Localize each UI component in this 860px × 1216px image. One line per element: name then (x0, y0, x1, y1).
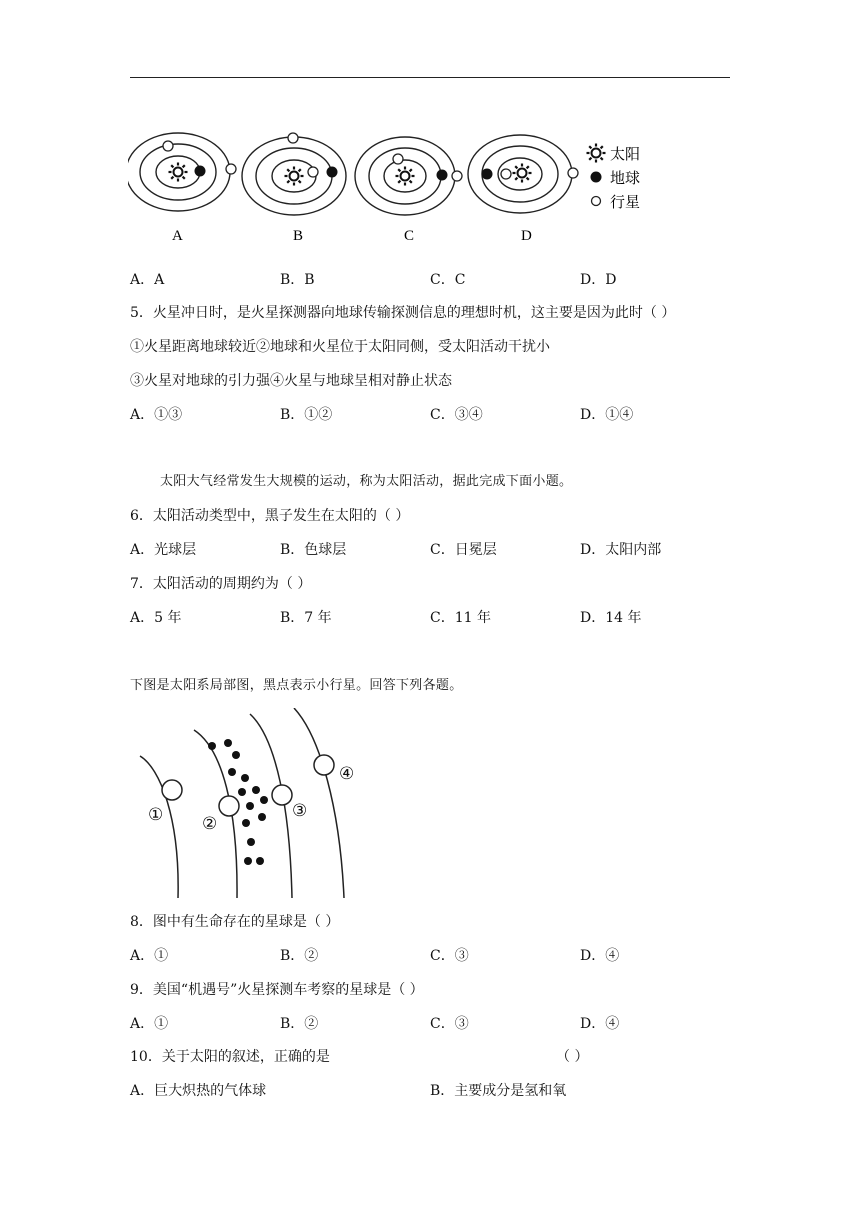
planet-label-1: ① (148, 805, 164, 825)
q10-option-b: B．主要成分是氢和氧 (430, 1083, 567, 1099)
q5-option-a: A．①③ (130, 407, 183, 423)
q10-stem: 10．关于太阳的叙述，正确的是 (130, 1049, 330, 1065)
q6-stem: 6．太阳活动类型中，黑子发生在太阳的（ ） (130, 508, 410, 524)
diagram-d (468, 135, 578, 244)
q8-option-c: C．③ (430, 948, 469, 964)
q5-stem: 5．火星冲日时，是火星探测器向地球传输探测信息的理想时机，这主要是因为此时（ ） (130, 305, 676, 321)
planet-label-4: ④ (339, 764, 355, 784)
q8-option-a: A．① (130, 948, 169, 964)
q9-stem: 9．美国“机遇号”火星探测车考察的星球是（ ） (130, 982, 424, 998)
sun-icon (587, 144, 606, 163)
passage-solar-system-figure: 下图是太阳系局部图，黑点表示小行星。回答下列各题。 (130, 678, 463, 693)
q10-answer-paren: （ ） (556, 1049, 589, 1065)
legend-sun: 太阳 (610, 145, 641, 163)
q9-option-a: A．① (130, 1016, 169, 1032)
q7-stem: 7．太阳活动的周期约为（ ） (130, 576, 312, 592)
q8-option-d: D．④ (580, 948, 620, 964)
q6-option-a: A．光球层 (130, 542, 197, 558)
q10-option-a: A．巨大炽热的气体球 (130, 1083, 267, 1099)
q9-option-c: C．③ (430, 1016, 469, 1032)
q7-option-a: A．5 年 (130, 610, 182, 626)
q7-option-b: B．7 年 (280, 610, 332, 626)
diagram-b (242, 133, 346, 244)
q4-option-d: D．D (580, 272, 617, 288)
q8-option-b: B．② (280, 948, 319, 964)
q7-option-d: D．14 年 (580, 610, 642, 626)
q5-statement-1: ①火星距离地球较近②地球和火星位于太阳同侧，受太阳活动干扰小 (130, 339, 550, 355)
diagram-label-d: D (521, 228, 532, 244)
legend-planet: 行星 (610, 193, 641, 211)
diagram-a (128, 133, 236, 244)
q4-option-c: C．C (430, 272, 466, 288)
q6-option-b: B．色球层 (280, 542, 347, 558)
q4-option-b: B．B (280, 272, 315, 288)
planet-label-2: ② (202, 814, 218, 834)
q9-option-b: B．② (280, 1016, 319, 1032)
earth-icon (591, 172, 602, 183)
orbit-diagram-figure (128, 126, 728, 266)
diagram-c (355, 137, 462, 244)
q5-option-d: D．①④ (580, 407, 634, 423)
legend-earth: 地球 (610, 169, 641, 187)
q8-stem: 8．图中有生命存在的星球是（ ） (130, 914, 340, 930)
q5-option-c: C．③④ (430, 407, 483, 423)
legend (587, 144, 641, 212)
q7-option-c: C．11 年 (430, 610, 491, 626)
q4-option-a: A．A (130, 272, 165, 288)
q6-option-d: D．太阳内部 (580, 542, 662, 558)
q6-option-c: C．日冕层 (430, 542, 497, 558)
passage-solar-activity: 太阳大气经常发生大规模的运动，称为太阳活动，据此完成下面小题。 (160, 474, 573, 489)
q5-statement-2: ③火星对地球的引力强④火星与地球呈相对静止状态 (130, 373, 452, 389)
q5-option-b: B．①② (280, 407, 333, 423)
q9-option-d: D．④ (580, 1016, 620, 1032)
diagram-label-a: A (172, 228, 183, 244)
header-rule (130, 77, 730, 78)
planet-icon (592, 197, 601, 206)
planet-label-3: ③ (292, 801, 308, 821)
diagram-label-c: C (404, 228, 415, 244)
diagram-label-b: B (293, 228, 304, 244)
solar-system-partial-figure (130, 708, 380, 898)
